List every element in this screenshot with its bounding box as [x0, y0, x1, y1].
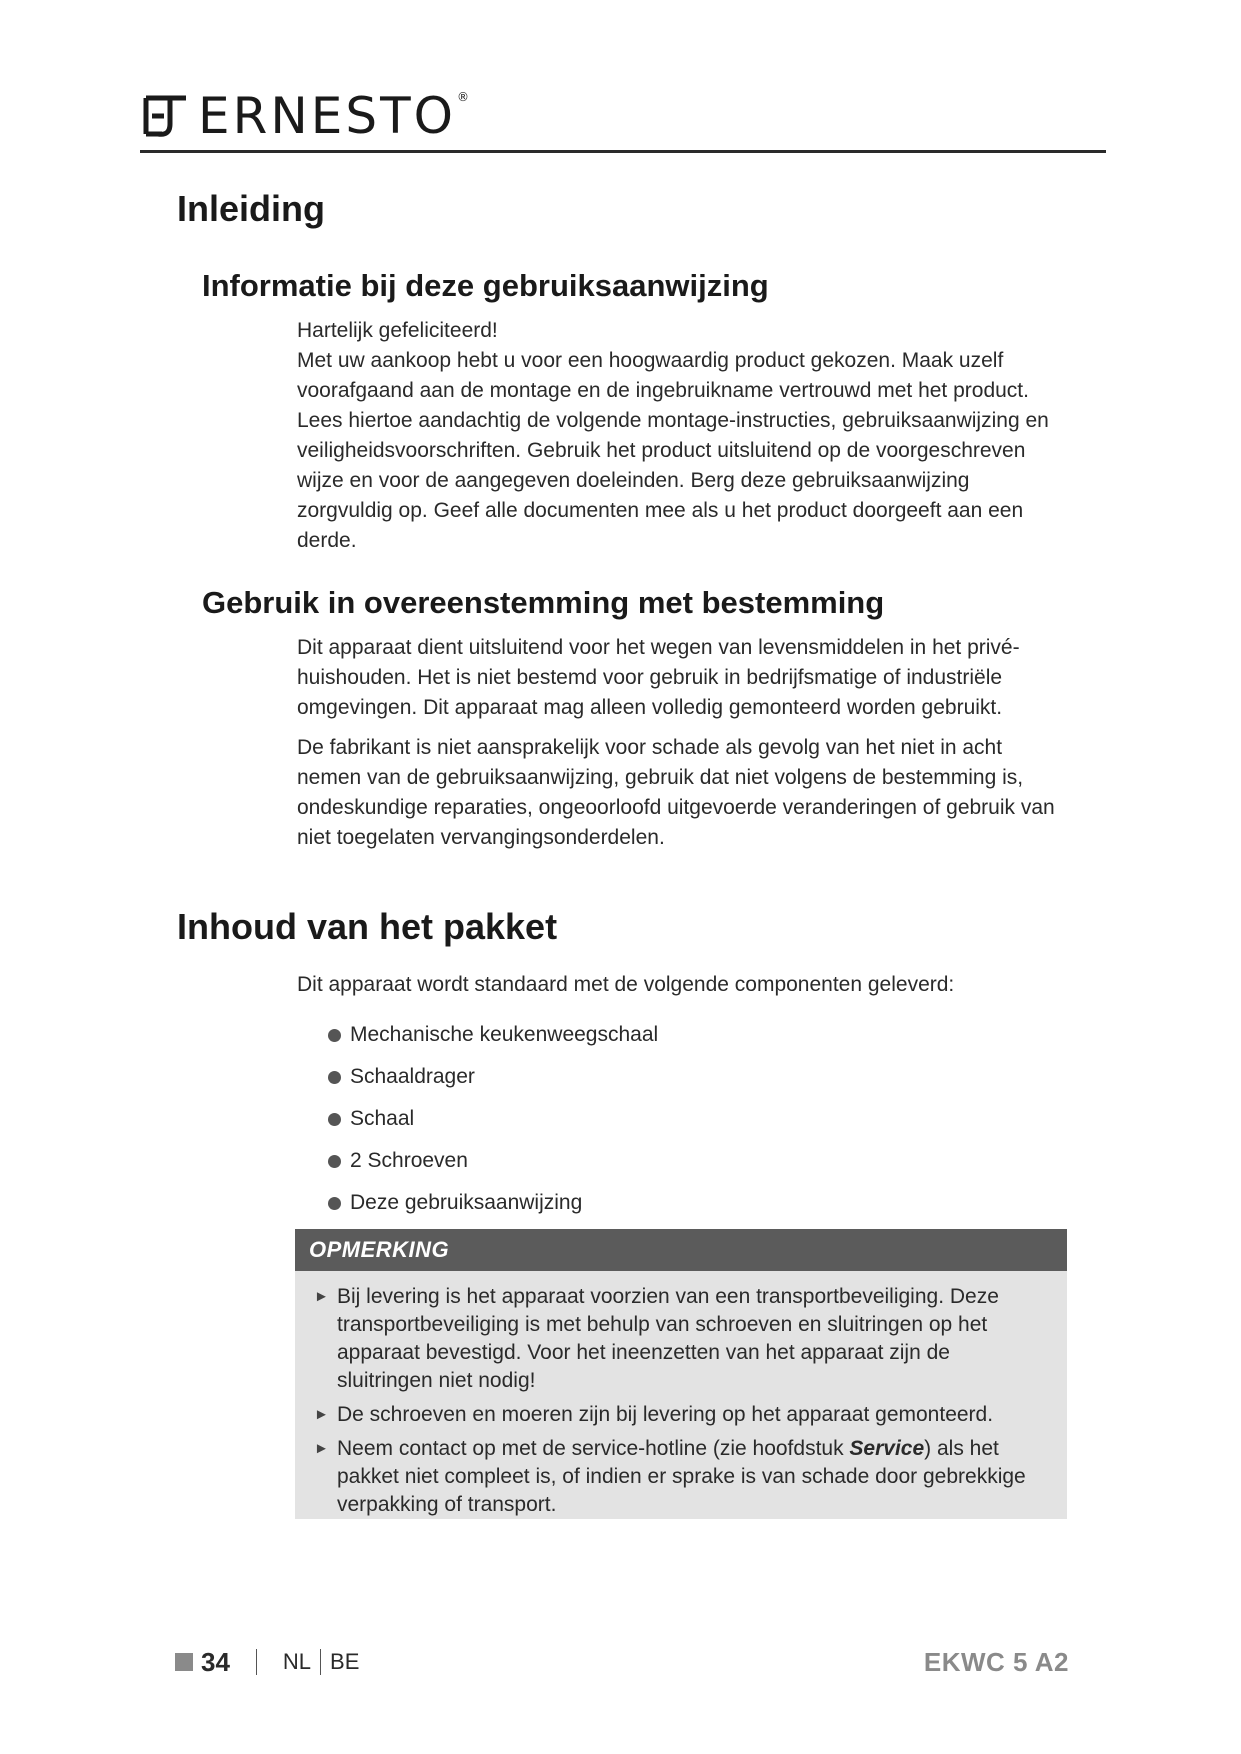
model-number: EKWC 5 A2 [923, 1647, 1069, 1677]
footer-language-be: BE [330, 1649, 360, 1674]
note-body [295, 1271, 1067, 1519]
bullet-icon [328, 1029, 341, 1042]
registered-mark: ® [456, 90, 472, 104]
bullet-icon [328, 1155, 341, 1168]
list-item: 2 Schroeven [328, 1140, 658, 1182]
heading-intended-use: Gebruik in overeenstemming met bestemming [202, 585, 885, 620]
bullet-icon [328, 1071, 341, 1084]
arrow-right-icon: ► [314, 1440, 329, 1457]
footer [175, 1644, 359, 1680]
footer-square-icon [175, 1653, 193, 1671]
heading-info: Informatie bij deze gebruiksaanwijzing [202, 268, 769, 303]
info-greeting: Hartelijk gefeliciteerd! [297, 319, 498, 342]
info-paragraph: Met uw aankoop hebt u voor een hoogwaardig product gekozen. Maak uzelf voorafgaand aan de montage en de ingebruikname vertrouwd met het product. Lees hiertoe aandachtig de volgende montage-instructies, gebruiksaanwijzing en veiligheidsvoorschriften. Gebruik het product uitsluitend op de voorgeschreven wijze en voor de aangegeven doeleinden. Berg deze gebruiksaanwijzing zorgvuldig op. Geef alle documenten mee als u het product doorgeeft aan een derde. [297, 349, 1049, 552]
list-item: Mechanische keukenweegschaal [328, 1014, 658, 1056]
intended-use-paragraph-1: Dit apparaat dient uitsluitend voor het wegen van levensmiddelen in het privé-huishouden. Het is niet bestemd voor gebruik in bedrijfsmatige of industriële omgevingen. Dit apparaat mag alleen volledig gemonteerd worden gebruikt. [297, 636, 1020, 719]
list-item: Schaal [328, 1098, 658, 1140]
note-item: ► De schroeven en moeren zijn bij levering op het apparaat gemonteerd. [337, 1401, 1049, 1429]
package-list [328, 1014, 658, 1224]
note-item: ► Bij levering is het apparaat voorzien van een transportbeveiliging. Deze transportbeveiliging is met behulp van schroeven en sluitringen op het apparaat bevestigd. Voor het ineenzetten van het apparaat zijn de sluitringen niet nodig! [314, 1285, 999, 1392]
brand-logo [140, 87, 472, 145]
list-item: Deze gebruiksaanwijzing [328, 1182, 658, 1224]
intended-use-text [297, 633, 1067, 853]
bullet-icon [328, 1197, 341, 1210]
note-item: ► Neem contact op met de service-hotline (zie hoofdstuk Service) als het pakket niet compleet is, of indien er sprake is van schade door gebrekkige verpakking of transport. [314, 1437, 1026, 1516]
list-item: Schaaldrager [328, 1056, 658, 1098]
page-number: 34 [201, 1646, 230, 1677]
info-text [297, 316, 1067, 556]
brand-name: ERNESTO® [198, 87, 472, 145]
section-title-intro: Inleiding [177, 188, 325, 229]
service-reference: Service [849, 1437, 925, 1460]
arrow-right-icon: ► [314, 1406, 329, 1423]
footer-language-nl: NL [282, 1649, 312, 1674]
note-heading: OPMERKING [295, 1229, 1067, 1271]
note-box [295, 1229, 1067, 1519]
header-rule [140, 150, 1106, 153]
ernesto-logo-icon [140, 90, 192, 142]
arrow-right-icon: ► [314, 1288, 329, 1305]
footer-divider [320, 1649, 321, 1675]
bullet-icon [328, 1113, 341, 1126]
section-title-package: Inhoud van het pakket [177, 906, 558, 947]
package-intro: Dit apparaat wordt standaard met de volgende componenten geleverd: [297, 973, 955, 996]
footer-divider [256, 1649, 257, 1675]
intended-use-paragraph-2: De fabrikant is niet aansprakelijk voor schade als gevolg van het niet in acht nemen van de gebruiksaanwijzing, gebruik dat niet volgens de bestemming is, ondeskundige reparaties, ongeoorloofd uitgevoerde veranderingen of gebruik van niet toegelaten vervangingsonderdelen. [297, 736, 1055, 849]
